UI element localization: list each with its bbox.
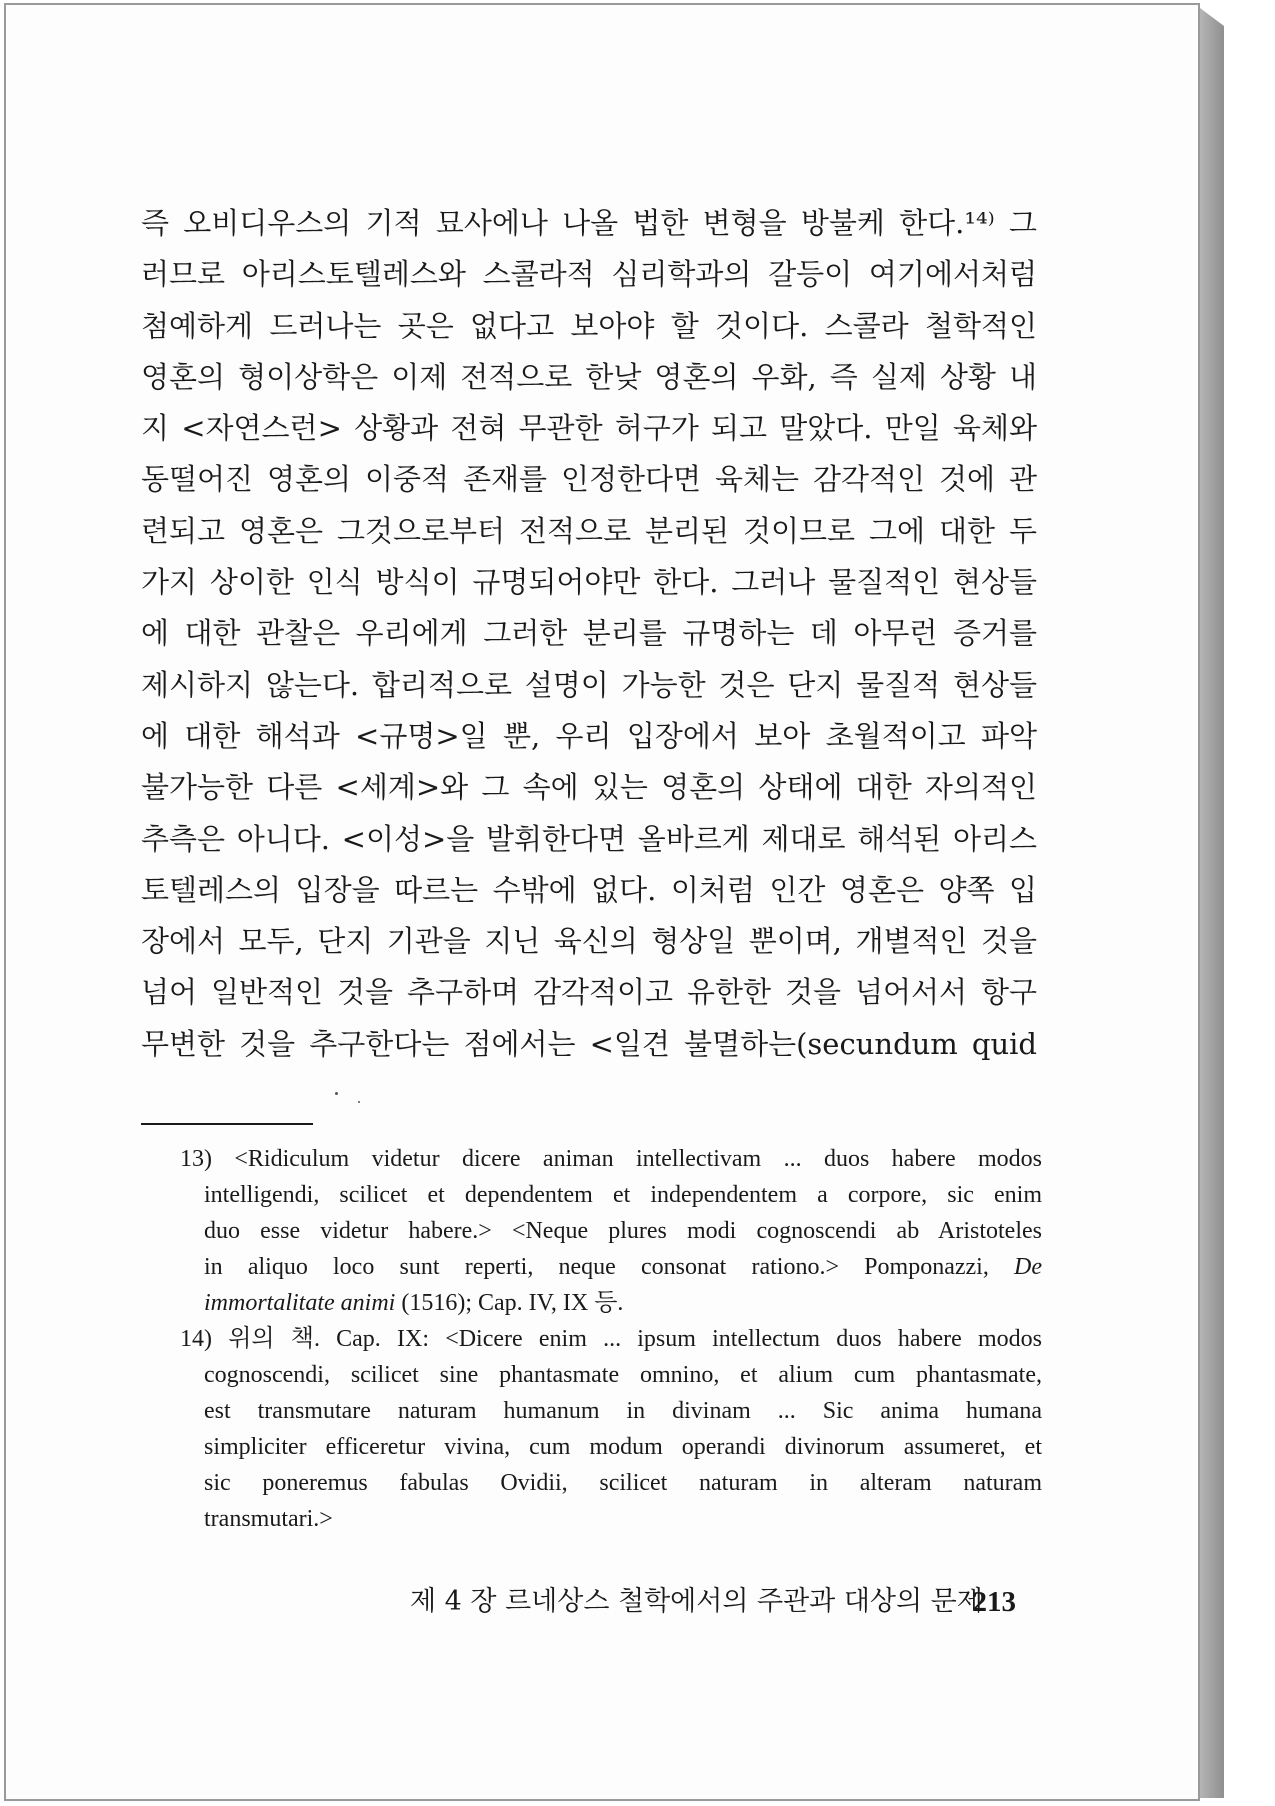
- body-line-14: 토텔레스의 입장을 따르는 수밖에 없다. 이처럼 인간 영혼은 양쪽 입: [141, 872, 1037, 907]
- footnotes: [180, 1141, 1042, 1537]
- footnote-line: 13) <Ridiculum videtur dicere animan intellectivam ... duos habere modos: [180, 1146, 1042, 1172]
- footnote-13: [180, 1141, 1042, 1321]
- body-line-17: 무변한 것을 추구한다는 점에서는 <일견 불멸하는(secundum quid: [141, 1026, 1037, 1061]
- footnote-14: [180, 1321, 1042, 1537]
- running-footer: [410, 1582, 1016, 1622]
- body-line-16: 넘어 일반적인 것을 추구하며 감각적이고 유한한 것을 넘어서서 항구: [141, 975, 1037, 1010]
- footnote-separator: [141, 1123, 313, 1125]
- book-title-italic: De: [1014, 1254, 1042, 1280]
- body-line-1: 즉 오비디우스의 기적 묘사에나 나올 법한 변형을 방불케 한다.¹⁴⁾ 그: [141, 206, 1037, 240]
- body-line-13: 추측은 아니다. <이성>을 발휘한다면 올바르게 제대로 해석된 아리스: [141, 821, 1037, 856]
- footnote-line: transmutari.>: [204, 1506, 333, 1532]
- footnote-line: duo esse videtur habere.> <Neque plures modi cognoscendi ab Aristoteles: [204, 1218, 1042, 1244]
- scan-speck: [358, 1101, 360, 1103]
- book-title-italic: immortalitate animi: [204, 1290, 396, 1316]
- body-line-8: 가지 상이한 인식 방식이 규명되어야만 한다. 그러나 물질적인 현상들: [141, 565, 1037, 600]
- footnote-line: est transmutare naturam humanum in divinam ... Sic anima humana: [204, 1398, 1042, 1424]
- page-number: 213: [972, 1586, 1016, 1618]
- scan-speck: [335, 1092, 338, 1095]
- body-line-12: 불가능한 다른 <세계>와 그 속에 있는 영혼의 상태에 대한 자의적인: [141, 770, 1037, 805]
- body-line-2: 러므로 아리스토텔레스와 스콜라적 심리학과의 갈등이 여기에서처럼: [141, 257, 1037, 292]
- footnote-line: 14) 위의 책. Cap. IX: <Dicere enim ... ipsum intellectum duos habere modos: [180, 1326, 1042, 1352]
- body-line-9: 에 대한 관찰은 우리에게 그러한 분리를 규명하는 데 아무런 증거를: [141, 616, 1037, 651]
- footnote-line: simpliciter efficeretur vivina, cum modum operandi divinorum assumeret, et: [204, 1434, 1042, 1460]
- body-line-6: 동떨어진 영혼의 이중적 존재를 인정한다면 육체는 감각적인 것에 관: [141, 462, 1037, 497]
- body-line-11: 에 대한 해석과 <규명>일 뿐, 우리 입장에서 보아 초월적이고 파악: [141, 718, 1037, 753]
- body-line-5: 지 <자연스런> 상황과 전혀 무관한 허구가 되고 말았다. 만일 육체와: [141, 411, 1037, 446]
- page-edge-shadow: [1200, 8, 1224, 1798]
- body-text: [141, 198, 1037, 1070]
- footnote-line: sic poneremus fabulas Ovidii, scilicet naturam in alteram naturam: [204, 1470, 1042, 1496]
- footnote-text: (1516); Cap. IV, IX 등.: [395, 1290, 624, 1316]
- footnote-line: [180, 1285, 1042, 1321]
- footnote-text: in aliquo loco sunt reperti, neque consonat rationo.> Pomponazzi,: [204, 1254, 989, 1280]
- chapter-title: 제 4 장 르네상스 철학에서의 주관과 대상의 문제: [410, 1586, 983, 1617]
- body-line-4: 영혼의 형이상학은 이제 전적으로 한낮 영혼의 우화, 즉 실제 상황 내: [141, 359, 1037, 394]
- footnote-line: intelligendi, scilicet et dependentem et independentem a corpore, sic enim: [204, 1182, 1042, 1208]
- footnote-line: [180, 1249, 1042, 1285]
- footnote-line: cognoscendi, scilicet sine phantasmate omnino, et alium cum phantasmate,: [204, 1362, 1042, 1388]
- body-line-10: 제시하지 않는다. 합리적으로 설명이 가능한 것은 단지 물질적 현상들: [141, 667, 1037, 702]
- body-line-3: 첨예하게 드러나는 곳은 없다고 보아야 할 것이다. 스콜라 철학적인: [141, 308, 1037, 343]
- body-line-15: 장에서 모두, 단지 기관을 지닌 육신의 형상일 뿐이며, 개별적인 것을: [141, 924, 1037, 959]
- body-line-7: 련되고 영혼은 그것으로부터 전적으로 분리된 것이므로 그에 대한 두: [141, 513, 1037, 548]
